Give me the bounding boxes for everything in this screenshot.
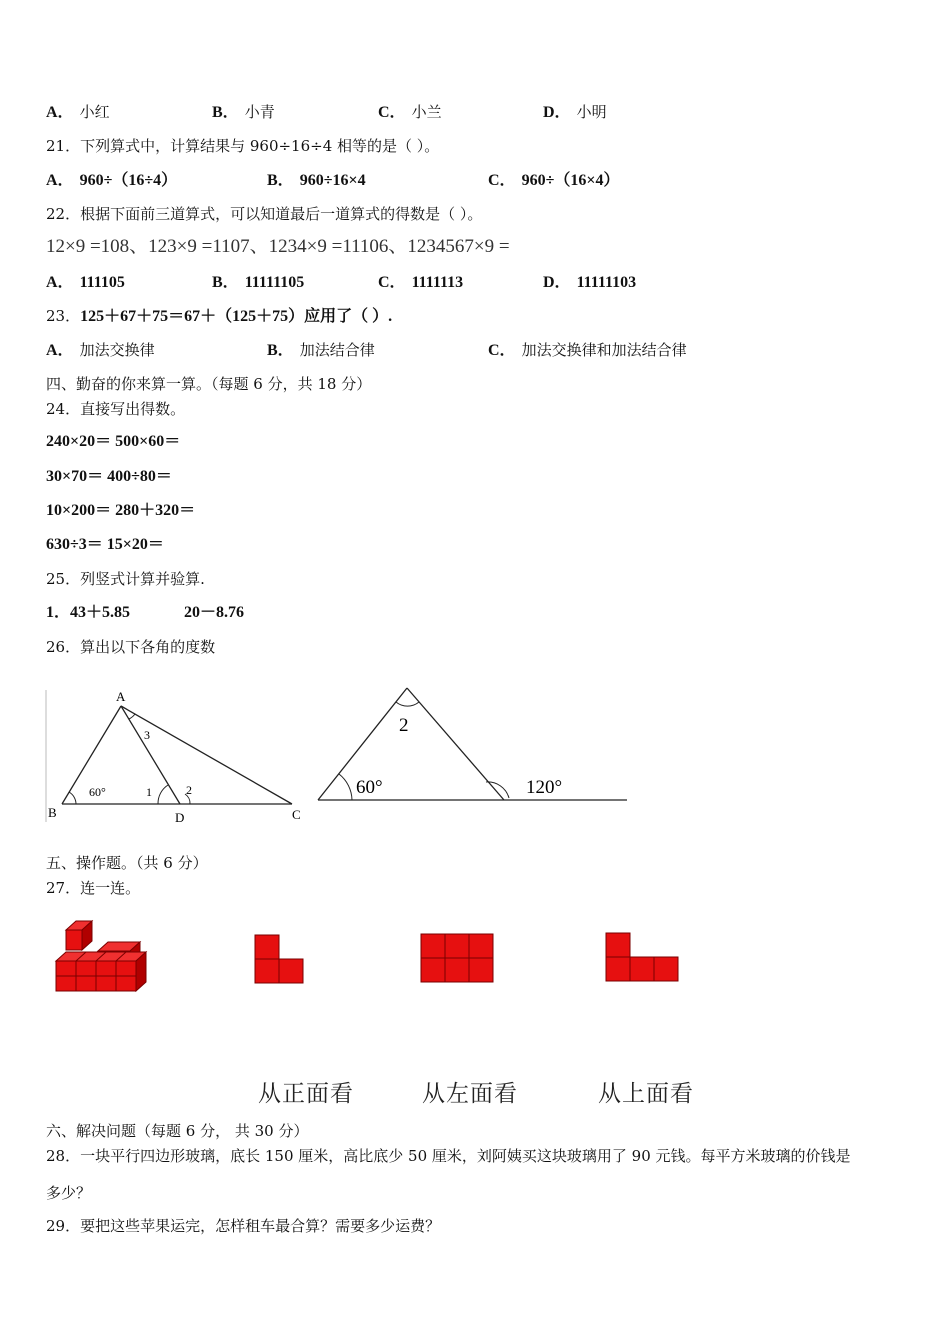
q23-stem: 23．125＋67＋75＝67＋（125＋75）应用了（ ）. bbox=[46, 307, 393, 325]
section-5-heading: 五、操作题。（共 6 分） bbox=[46, 854, 208, 872]
q27-title: 27．连一连。 bbox=[46, 879, 141, 897]
q25-title: 25．列竖式计算并验算. bbox=[46, 570, 205, 588]
q21-stem: 21．下列算式中，计算结果与 960÷16÷4 相等的是（ ）。 bbox=[46, 137, 440, 155]
q23-option-c: C． 加法交换律和加法结合律 bbox=[488, 341, 687, 359]
q20-option-c: C． 小兰 bbox=[378, 103, 442, 121]
label-d: D bbox=[175, 810, 185, 825]
q28-line-2: 多少？ bbox=[46, 1184, 92, 1202]
q28-line-1: 28．一块平行四边形玻璃，底长 150 厘米，高比底少 50 厘米，刘阿姨买这块玻璃用了 90 元钱。每平方米玻璃的价钱是 bbox=[46, 1147, 851, 1165]
angle-1-arc bbox=[158, 785, 168, 804]
label-a: A bbox=[116, 689, 126, 704]
q25-item-1: 1．43＋5.85 bbox=[46, 604, 131, 621]
view-shape-l-long bbox=[605, 931, 681, 983]
q22-option-a: A． 111105 bbox=[46, 274, 125, 291]
q22-stem: 22．根据下面前三道算式，可以知道最后一道算式的得数是（ ）。 bbox=[46, 205, 483, 223]
q22-option-d: D． 11111103 bbox=[543, 274, 637, 291]
q22-equations: 12×9 =108、123×9 =1107、1234×9 =11106、1234567×9 = bbox=[46, 236, 510, 257]
section-6-heading: 六、解决问题（每题 6 分， 共 30 分） bbox=[46, 1122, 309, 1140]
q23-option-b: B． 加法结合律 bbox=[267, 341, 375, 359]
q22-option-c: C． 1111113 bbox=[378, 274, 464, 291]
angle-b-arc bbox=[69, 792, 76, 804]
q24-title: 24．直接写出得数。 bbox=[46, 400, 186, 418]
section-4-heading: 四、勤奋的你来算一算。（每题 6 分，共 18 分） bbox=[46, 375, 372, 393]
angle-60-arc bbox=[339, 774, 352, 800]
label-angle-60: 60° bbox=[356, 777, 383, 798]
view-label-front: 从正面看 bbox=[258, 1081, 354, 1107]
q24-row-4: 630÷3＝ 15×20＝ bbox=[46, 536, 164, 553]
q26-title: 26．算出以下各角的度数 bbox=[46, 638, 216, 656]
exterior-angle-figure bbox=[312, 676, 632, 808]
triangle-abc-figure bbox=[40, 686, 310, 830]
q29-text: 29．要把这些苹果运完，怎样租车最合算？需要多少运费？ bbox=[46, 1217, 441, 1235]
q24-row-3: 10×200＝ 280＋320＝ bbox=[46, 502, 196, 519]
view-shape-grid bbox=[420, 933, 496, 985]
label-angle-b: 60° bbox=[89, 785, 106, 799]
cube-solid-figure bbox=[50, 918, 154, 996]
view-label-top: 从上面看 bbox=[598, 1081, 694, 1107]
q24-row-1: 240×20＝ 500×60＝ bbox=[46, 433, 181, 450]
q20-option-a: A． 小红 bbox=[46, 103, 110, 121]
label-angle-120: 120° bbox=[526, 777, 563, 798]
label-b: B bbox=[48, 805, 57, 820]
view-label-left: 从左面看 bbox=[422, 1081, 518, 1107]
angle-3-arc bbox=[129, 714, 135, 719]
q25-item-2: 20－8.76 bbox=[184, 604, 245, 621]
right-side bbox=[407, 688, 504, 800]
label-angle-3: 3 bbox=[144, 728, 150, 742]
q21-option-a: A． 960÷（16÷4） bbox=[46, 172, 178, 189]
label-angle-1: 1 bbox=[146, 785, 152, 799]
label-c: C bbox=[292, 807, 301, 822]
angle-120-arc bbox=[486, 782, 509, 798]
q20-option-d: D． 小明 bbox=[543, 103, 607, 121]
label-angle-2: 2 bbox=[399, 715, 409, 736]
q24-row-2: 30×70＝ 400÷80＝ bbox=[46, 468, 172, 485]
q23-option-a: A． 加法交换律 bbox=[46, 341, 155, 359]
q21-option-b: B． 960÷16×4 bbox=[267, 172, 366, 189]
label-angle-2: 2 bbox=[186, 783, 192, 797]
q21-option-c: C． 960÷（16×4） bbox=[488, 172, 620, 189]
q22-option-b: B． 11111105 bbox=[212, 274, 305, 291]
view-shape-l-small bbox=[254, 933, 306, 985]
angle-2-arc bbox=[396, 702, 419, 706]
q20-option-b: B． 小青 bbox=[212, 103, 275, 121]
